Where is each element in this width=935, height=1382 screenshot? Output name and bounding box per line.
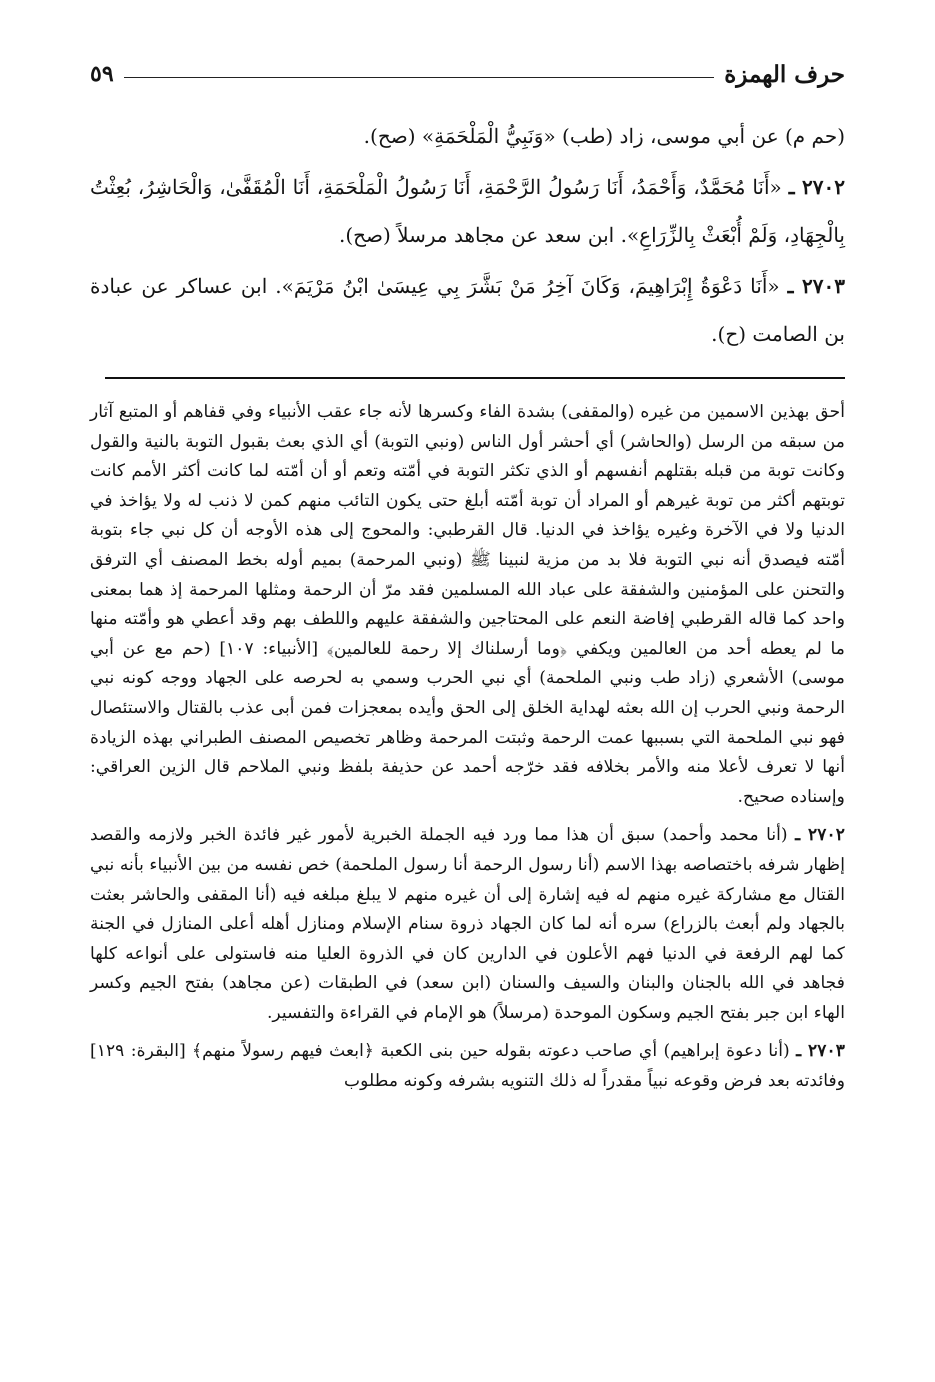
page-number: ٥٩: [90, 61, 114, 87]
running-header: [90, 56, 845, 92]
commentary-text: (أنا دعوة إبراهيم) أي صاحب دعوته بقوله حين بنى الكعبة ﴿ابعث فيهم رسولاً منهم﴾ [البقرة: ١٢٩] وفائدته بعد فرض وقوعه نبياً مقدراً له ذلك التنويه بشرفه وكونه مطلوب: [90, 1041, 845, 1092]
hadith-text: «أَنَا دَعْوَةُ إِبْرَاهِيمَ، وَكَانَ آخِرُ مَنْ بَشَّرَ بِي عِيسَىٰ ابْنُ مَرْيَمَ». ابن عساكر عن عبادة بن الصامت (ح).: [90, 274, 845, 346]
commentary-paragraph: [90, 398, 845, 812]
hadith-text: «أَنَا مُحَمَّدٌ، وَأَحْمَدُ، أَنَا رَسُولُ الرَّحْمَةِ، أَنَا رَسُولُ الْمَلْحَمَةِ، أَنَا الْمُقَفَّىٰ، وَالْحَاشِرُ، بُعِثْتُ بِالْجِهَادِ، وَلَمْ أُبْعَثْ بِالزِّرَاعِ». ابن سعد عن مجاهد مرسلاً (صح).: [90, 175, 845, 247]
hadith-text: (حم م) عن أبي موسى، زاد (طب) «وَنَبِيُّ الْمَلْحَمَةِ» (صح).: [363, 124, 845, 148]
footnote-separator: [105, 377, 845, 379]
commentary-paragraph: [90, 1037, 845, 1096]
commentary-paragraph: [90, 821, 845, 1028]
chapter-title: حرف الهمزة: [724, 60, 845, 88]
commentary-text: (أنا محمد وأحمد) سبق أن هذا مما ورد فيه الجملة الخبرية لأمور غير فائدة الخبر ولازمه والقصد إظهار شرفه باختصاصه بهذا الاسم (أنا رسول الرحمة أنا رسول الملحمة) خص نفسه من بين الأنبياء بأنه نبي القتال مع مشاركة غيره منهم له فيه إشارة إلى أن غيره منهم لا يبلغ مبلغه فيه (أنا المقفى والحاشر بعثت بالجهاد ولم أبعث بالزراع) سره أنه لما كان الجهاد ذروة سنام الإسلام ومنازل أهله أعلى المنازل في الجنة كما لهم الرفعة في الدنيا فهم الأعلون في الدارين كان في الذروة العليا منه فاستولى على أنواعه كلها فجاهد في الله بالجنان والبنان والسيف والسنان (ابن سعد) في الطبقات (عن مجاهد) بفتح الجيم وكسر الهاء ابن جبر بفتح الجيم وسكون الموحدة (مرسلاً) هو الإمام في القراءة والتفسير.: [90, 825, 845, 1023]
hadith-entry: [90, 112, 845, 160]
commentary-section: [90, 398, 845, 1106]
hadith-number: ٢٧٠٢ ـ: [788, 175, 846, 199]
commentary-number: ٢٧٠٣ ـ: [796, 1041, 845, 1062]
hadith-text-section: [90, 112, 845, 361]
commentary-text: أحق بهذين الاسمين من غيره (والمقفى) بشدة الفاء وكسرها لأنه جاء عقب الأنبياء وفي قفاهم أو المتبع آثار من سبقه من الرسل (والحاشر) أي أحشر أول الناس (ونبي التوبة) أي الذي بعث بقبول التوبة بالنية والقول وكانت توبة من قبله بقتلهم أنفسهم أو الذي تكثر التوبة في أمّته وتعم أو أن أمّته لما كانت أكثر الأمم كانت توبتهم أكثر من توبة غيرهم أو المراد أن توبة أمّته أبلغ حتى يكون التائب منهم كمن لا ذنب له ولا يؤاخذ في الدنيا ولا في الآخرة وغيره يؤاخذ في الدنيا. قال القرطبي: والمحوج إلى هذه الأوجه أن كل نبي جاء بتوبة أمّته فيصدق أنه نبي التوبة فلا بد من مزية لنبينا ﷺ (ونبي المرحمة) بميم أوله بخط المصنف أي الترفق والتحنن على المؤمنين والشفقة على عباد الله المسلمين فقد مرّ أن الرحمة ومثلها المرحمة إذ هما بمعنى واحد كما قاله القرطبي إفاضة النعم على المحتاجين والشفقة عليهم واللطف بهم وقد أعطي هو وأمّته منها ما لم يعطه أحد من العالمين ويكفي ﴿وما أرسلناك إلا رحمة للعالمين﴾ [الأنبياء: ١٠٧] (حم مع عن أبي موسى) الأشعري (زاد طب ونبي الملحمة) أي نبي الحرب وسمي به لحرصه على الجهاد ووجه كونه نبي الرحمة ونبي الحرب إن الله بعثه لهداية الخلق إلى الحق وأيده بمعجزات فمن أبى عذب بالقتال والاستئصال فهو نبي الملحمة التي بسببها عمت الرحمة وثبتت المرحمة وظاهر تخصيص المصنف الطبراني بهذه الزيادة أنها لا تعرف لأعلا منه والأمر بخلافه فقد خرّجه أحمد عن حذيفة بلفظ ونبي الملاحم قال الزين العراقي: وإسناده صحيح.: [90, 402, 845, 807]
hadith-entry: [90, 262, 845, 358]
header-rule: [124, 77, 715, 78]
hadith-entry: [90, 163, 845, 259]
commentary-number: ٢٧٠٢ ـ: [795, 825, 845, 846]
hadith-number: ٢٧٠٣ ـ: [787, 274, 845, 298]
